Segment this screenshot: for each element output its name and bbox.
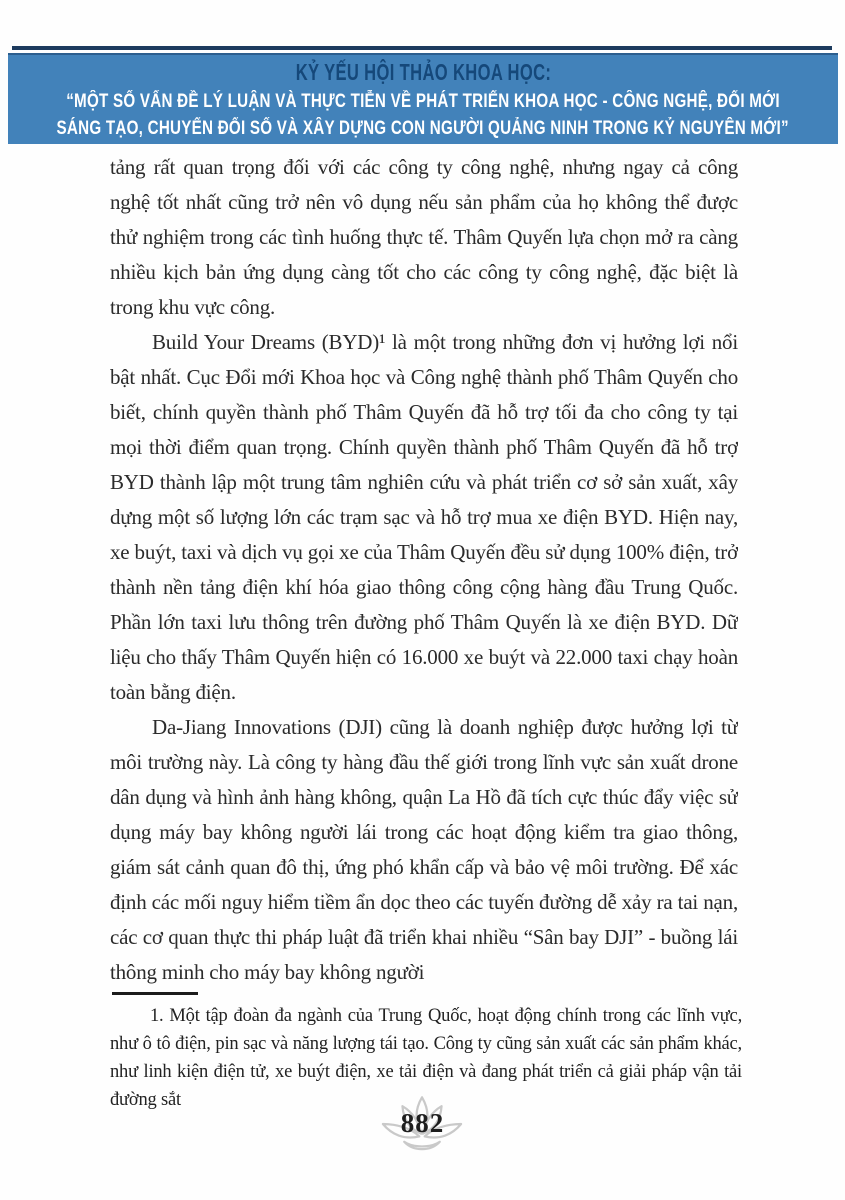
paragraph-2: Build Your Dreams (BYD)¹ là một trong những đơn vị hưởng lợi nổi bật nhất. Cục Đổi mới Khoa học và Công nghệ thành phố Thâm Quyến cho biết, chính quyền thành phố Thâm Quyến đã hỗ trợ tối đa cho công ty tại mọi thời điểm quan trọng. Chính quyền thành phố Thâm Quyến đã hỗ trợ BYD thành lập một trung tâm nghiên cứu và phát triển cơ sở sản xuất, xây dựng một số lượng lớn các trạm sạc và hỗ trợ mua xe điện BYD. Hiện nay, xe buýt, taxi và dịch vụ gọi xe của Thâm Quyến đều sử dụng 100% điện, trở thành nền tảng điện khí hóa giao thông công cộng hàng đầu Trung Quốc. Phần lớn taxi lưu thông trên đường phố Thâm Quyến là xe điện BYD. Dữ liệu cho thấy Thâm Quyến hiện có 16.000 xe buýt và 22.000 taxi chạy hoàn toàn bằng điện.	[110, 330, 738, 704]
footnote-text: 1. Một tập đoàn đa ngành của Trung Quốc, hoạt động chính trong các lĩnh vực, như ô tô điện, pin sạc và năng lượng tái tạo. Công ty cũng sản xuất các sản phẩm khác, như linh kiện điện tử, xe buýt điện, xe tải điện và đang phát triển cả giải pháp vận tải đường sắt	[110, 1006, 742, 1110]
page-footer	[0, 1088, 845, 1168]
header-conference-title-line2: SÁNG TẠO, CHUYỂN ĐỔI SỐ VÀ XÂY DỰNG CON NGƯỜI QUẢNG NINH TRONG KỶ NGUYÊN MỚI”	[56, 117, 790, 139]
page-number: 882	[400, 1108, 445, 1138]
paragraph-3: Da-Jiang Innovations (DJI) cũng là doanh nghiệp được hưởng lợi từ môi trường này. Là công ty hàng đầu thế giới trong lĩnh vực sản xuất drone dân dụng và hình ảnh hàng không, quận La Hồ đã tích cực thúc đẩy việc sử dụng máy bay không người lái trong các hoạt động kiểm tra giao thông, giám sát cảnh quan đô thị, ứng phó khẩn cấp và bảo vệ môi trường. Để xác định các mối nguy hiểm tiềm ẩn dọc theo các tuyến đường dễ xảy ra tai nạn, các cơ quan thực thi pháp luật đã triển khai nhiều “Sân bay DJI” - buồng lái thông minh cho máy bay không người	[110, 715, 738, 984]
body-text	[110, 150, 738, 992]
header-series-title: KỶ YẾU HỘI THẢO KHOA HỌC:	[295, 59, 551, 86]
header-top-rule	[12, 46, 832, 50]
paragraph-1: tảng rất quan trọng đối với các công ty công nghệ, nhưng ngay cả công nghệ tốt nhất cũng trở nên vô dụng nếu sản phẩm của họ không thể được thử nghiệm trong các tình huống thực tế. Thâm Quyến lựa chọn mở ra càng nhiều kịch bản ứng dụng càng tốt cho các công ty công nghệ, đặc biệt là trong khu vực công.	[110, 155, 738, 319]
conference-header	[8, 53, 838, 144]
footnote-separator	[112, 992, 198, 995]
header-conference-title-line1: “MỘT SỐ VẤN ĐỀ LÝ LUẬN VÀ THỰC TIỄN VỀ PHÁT TRIỂN KHOA HỌC - CÔNG NGHỆ, ĐỔI MỚI	[66, 91, 780, 113]
